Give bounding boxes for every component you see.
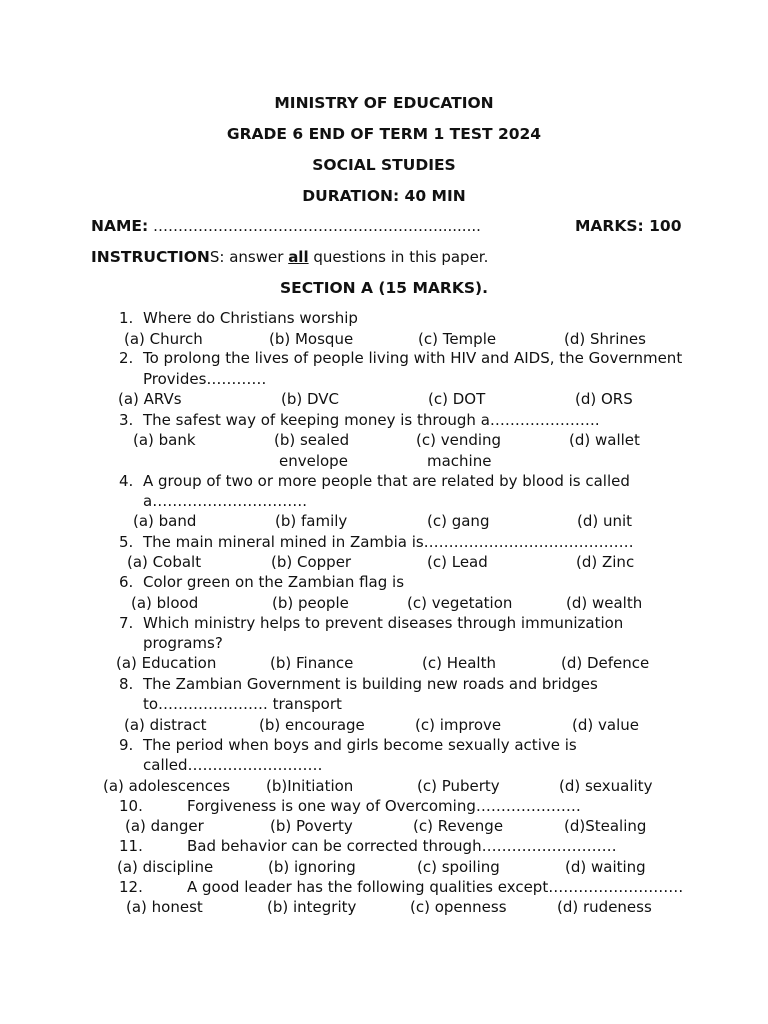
answer-option: (c) Temple <box>418 330 497 348</box>
question-number: 1. <box>119 309 134 327</box>
answer-option: (d) waiting <box>565 858 646 876</box>
answer-option: (b)Initiation <box>266 777 354 795</box>
answer-option: (a) adolescences <box>103 777 231 795</box>
answer-option: (a) bank <box>133 431 196 449</box>
answer-option: (a) danger <box>125 817 204 835</box>
instructions-text-after: questions in this paper. <box>308 248 489 266</box>
answer-option-continuation: envelope <box>279 452 348 470</box>
answer-option: (b) family <box>275 512 348 530</box>
answer-option: (c) vending <box>416 431 502 449</box>
question-text: Bad behavior can be corrected through……………………… <box>187 837 617 855</box>
answer-option: (d) value <box>572 716 639 734</box>
subject-title: SOCIAL STUDIES <box>312 156 456 174</box>
answer-option: (c) spoiling <box>417 858 500 876</box>
answer-option: (b) sealed <box>274 431 350 449</box>
answer-option: (c) Lead <box>427 553 488 571</box>
question-text: The safest way of keeping money is through a…………………. <box>143 411 600 429</box>
answer-option: (b) people <box>272 594 349 612</box>
question-text: a…………………………. <box>143 492 307 510</box>
instructions-label: INSTRUCTION <box>91 248 210 266</box>
answer-option: (b) Copper <box>271 553 352 571</box>
question-text: Color green on the Zambian flag is <box>143 573 405 591</box>
answer-option: (b) Finance <box>270 654 354 672</box>
question-text: The Zambian Government is building new roads and bridges <box>143 675 598 693</box>
answer-option: (d) Zinc <box>576 553 635 571</box>
question-text: The main mineral mined in Zambia is…………………………………… <box>143 533 634 551</box>
question-text: A good leader has the following qualities except……………………… <box>187 878 684 896</box>
question-number: 12. <box>119 878 143 896</box>
question-number: 11. <box>119 837 143 855</box>
answer-option: (a) Education <box>116 654 217 672</box>
answer-option: (a) blood <box>131 594 199 612</box>
answer-option: (c) Health <box>422 654 496 672</box>
answer-option: (b) Poverty <box>270 817 353 835</box>
answer-option: (a) Cobalt <box>127 553 202 571</box>
name-label: NAME: <box>91 217 149 235</box>
marks-label: MARKS: 100 <box>575 217 682 235</box>
instructions-text-before: : answer <box>219 248 289 266</box>
question-text: Provides………… <box>143 370 267 388</box>
question-text: A group of two or more people that are related by blood is called <box>143 472 630 490</box>
section-a-heading: SECTION A (15 MARKS). <box>280 279 488 297</box>
answer-option: (b) integrity <box>267 898 357 916</box>
question-text: Which ministry helps to prevent diseases through immunization <box>143 614 624 632</box>
test-title: GRADE 6 END OF TERM 1 TEST 2024 <box>226 125 542 143</box>
question-number: 4. <box>119 472 134 490</box>
question-number: 10. <box>119 797 143 815</box>
answer-option: (c) Revenge <box>413 817 504 835</box>
answer-option: (b) ignoring <box>268 858 356 876</box>
question-number: 6. <box>119 573 134 591</box>
answer-option: (c) improve <box>415 716 502 734</box>
answer-option: (c) gang <box>427 512 490 530</box>
answer-option: (a) discipline <box>117 858 214 876</box>
answer-option: (a) band <box>133 512 197 530</box>
question-number: 5. <box>119 533 134 551</box>
answer-option: (a) distract <box>124 716 207 734</box>
question-number: 3. <box>119 411 134 429</box>
question-text: called……………………… <box>143 756 323 774</box>
instructions-label-tail: S <box>209 248 220 266</box>
answer-option: (d)Stealing <box>564 817 647 835</box>
question-text: The period when boys and girls become sexually active is <box>143 736 577 754</box>
question-text: To prolong the lives of people living with HIV and AIDS, the Government <box>143 349 683 367</box>
answer-option: (a) ARVs <box>118 390 182 408</box>
answer-option: (d) wealth <box>566 594 643 612</box>
question-number: 9. <box>119 736 134 754</box>
duration-title: DURATION: 40 MIN <box>302 187 466 205</box>
question-text: to…………………. transport <box>143 695 342 713</box>
answer-option: (c) openness <box>410 898 507 916</box>
instructions <box>91 248 488 266</box>
answer-option: (d) ORS <box>575 390 633 408</box>
question-number: 8. <box>119 675 134 693</box>
answer-option: (b) Mosque <box>269 330 354 348</box>
answer-option: (c) vegetation <box>407 594 513 612</box>
answer-option: (d) wallet <box>569 431 640 449</box>
question-text: programs? <box>143 634 223 652</box>
question-text: Where do Christians worship <box>143 309 358 327</box>
answer-option: (d) Shrines <box>564 330 646 348</box>
ministry-title: MINISTRY OF EDUCATION <box>274 94 494 112</box>
name-blank: …………………………………………………......... <box>152 217 481 235</box>
answer-option: (b) DVC <box>281 390 340 408</box>
answer-option: (d) sexuality <box>559 777 653 795</box>
answer-option: (b) encourage <box>259 716 365 734</box>
answer-option: (a) Church <box>124 330 203 348</box>
answer-option: (d) rudeness <box>557 898 652 916</box>
question-number: 2. <box>119 349 134 367</box>
answer-option: (d) unit <box>577 512 633 530</box>
answer-option: (c) Puberty <box>417 777 500 795</box>
question-number: 7. <box>119 614 134 632</box>
answer-option: (c) DOT <box>428 390 486 408</box>
answer-option: (d) Defence <box>561 654 650 672</box>
answer-option-continuation: machine <box>427 452 492 470</box>
question-text: Forgiveness is one way of Overcoming………………… <box>187 797 581 815</box>
answer-option: (a) honest <box>126 898 203 916</box>
name-line <box>91 217 481 235</box>
instructions-emphasis: all <box>288 248 309 266</box>
